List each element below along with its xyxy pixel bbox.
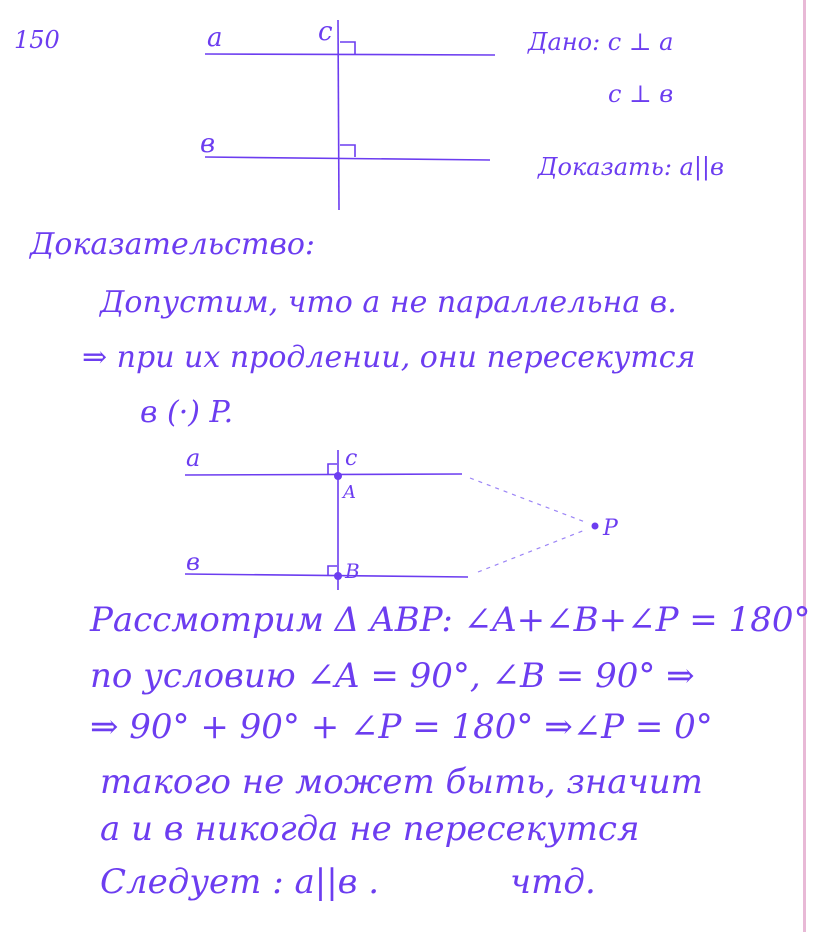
fig2-label-b: в [186, 548, 200, 576]
reasoning-line-2: по условию ∠A = 90°, ∠B = 90° ⇒ [90, 656, 695, 696]
figure-1 [200, 17, 495, 210]
given-line-1: Дано: c ⊥ a [528, 28, 674, 56]
fig1-label-b: в [200, 129, 216, 159]
given-line-2: c ⊥ в [608, 80, 674, 108]
line-a-2 [185, 474, 462, 475]
line-c [338, 20, 339, 210]
fig1-label-a: a [207, 23, 223, 53]
fig2-label-B: B [345, 559, 360, 583]
line-b-2 [185, 574, 468, 577]
extension-b [478, 530, 585, 572]
figure-2 [185, 444, 619, 590]
right-angle-mark-top [340, 42, 355, 54]
point-P [592, 523, 599, 530]
point-A [334, 472, 342, 480]
extension-a [470, 478, 585, 522]
reasoning-line-5: a и в никогда не пересекутся [100, 809, 640, 849]
fig2-label-c: c [345, 446, 358, 471]
fig2-label-A: A [343, 482, 356, 503]
proof-heading: Доказательство: [30, 227, 316, 262]
line-b [205, 157, 490, 160]
fig1-label-c: c [318, 17, 333, 47]
problem-number: 150 [14, 26, 60, 54]
reasoning-line-6: Следует : a||в . [100, 862, 380, 902]
fig2-label-a: a [186, 444, 201, 472]
fig2-label-P: P [603, 516, 618, 541]
reasoning-line-3: ⇒ 90° + 90° + ∠P = 180° ⇒∠P = 0° [90, 707, 713, 747]
prove-statement: Доказать: a||в [538, 153, 724, 181]
reasoning-line-4: такого не может быть, значит [100, 762, 703, 802]
point-B [334, 572, 342, 580]
proof-line-1: Допустим, что a не параллельна в. [100, 285, 677, 320]
reasoning-line-1: Рассмотрим Δ ABP: ∠A+∠B+∠P = 180° [90, 600, 811, 640]
line-a [205, 54, 495, 55]
proof-line-2: ⇒ при их продлении, они пересекутся [82, 340, 696, 375]
qed-mark: чтд. [510, 862, 596, 902]
right-angle-mark-bottom [340, 145, 355, 157]
proof-line-3: в (·) P. [140, 395, 234, 430]
